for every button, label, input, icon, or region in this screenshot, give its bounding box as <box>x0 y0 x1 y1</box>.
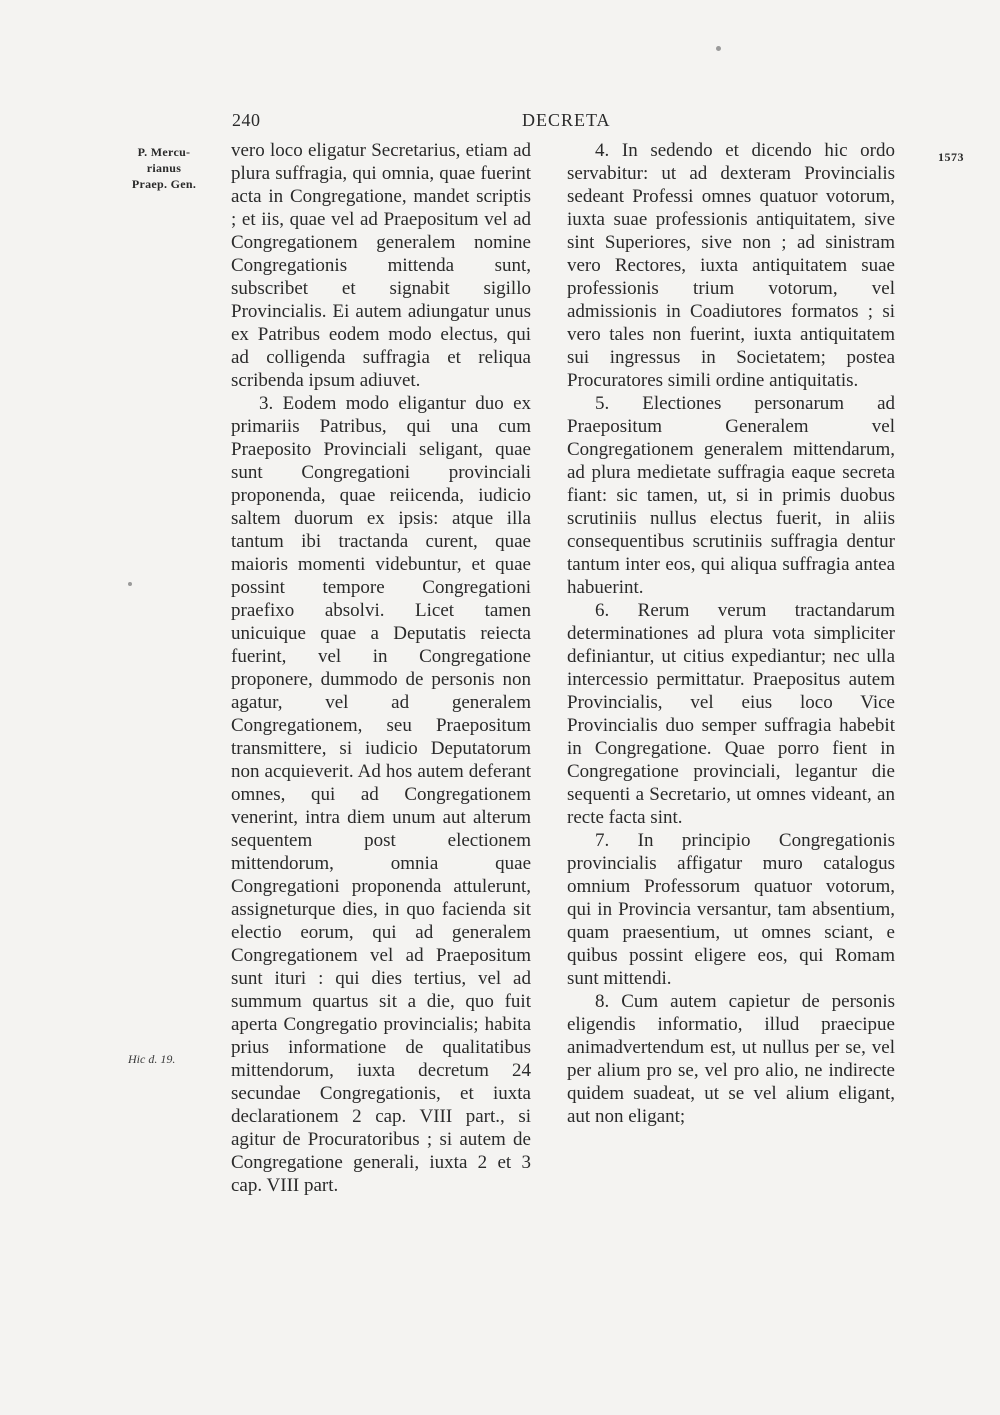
paragraph: 6. Rerum verum tractandarum determinationes ad plura vota simpliciter definiantur, ut citius expediantur; nec ulla intercessio permittatur. Praepositus autem Provincialis, vel eius loco Vice Provincialis duo semper suffragia habebit in Congregatione. Quae porro fient in Congregatione provinciali, legantur die sequenti a Secretario, ut omnes videant, an recte facta sint. <box>567 600 895 828</box>
paragraph: 8. Cum autem capietur de personis eligendis informatio, illud praecipue animadvertendum est, ut nullus per se, vel per alium pro se, vel pro alio, ne indirecte quidem suadeat, ut se vel alium eligant, aut non eligant; <box>567 991 895 1127</box>
page-number: 240 <box>232 110 261 130</box>
paragraph: 5. Electiones personarum ad Praepositum Generalem vel Congregationem generalem mittendarum, ad plura medietate suffragia eaque secreta fiant: sic tamen, ut, si in primis duobus scrutiniis nullus electus fuerit, in aliis consequentibus scrutiniis suffragia dentur tantum inter eos, qui aliqua suffragia antea habuerint. <box>567 393 895 598</box>
text-column-right <box>567 139 895 1128</box>
paragraph: 7. In principio Congregationis provincialis affigatur muro catalogus omnium Professorum quatuor votorum, qui in Provincia versantur, tam absentium, quam praesentium, ut omnes sciant, e quibus possint eligere eos, qui Romam sunt mittendi. <box>567 830 895 989</box>
margin-note-year: 1573 <box>938 150 964 164</box>
paragraph: 4. In sedendo et dicendo hic ordo servabitur: ut ad dexteram Provincialis sedeant Professi omnes quatuor votorum, iuxta suae professionis antiquitatem, sive sint Superiores, sive non ; ad sinistram vero Rectores, iuxta antiquitatem suae professionis trium votorum, vel admissionis in Coadiutores formatos ; si vero tales non fuerint, iuxta antiquitatem sui ingressus in Societatem; postea Procuratores simili ordine antiquitatis. <box>567 140 895 391</box>
paragraph: 3. Eodem modo eligantur duo ex primariis Patribus, qui una cum Praeposito Provinciali seligant, quae sunt Congregationi provinciali proponenda, quae reiicenda, iudicio saltem duorum ex ipsis: atque illa tantum ibi tractanda curent, quae maioris momenti videbuntur, et quae possint tempore Congregationi praefixo absolvi. Licet tamen unicuique quae a Deputatis reiecta fuerint, vel in Congregatione proponere, dummodo de personis non agatur, vel ad generalem Congregationem, seu Praepositum transmittere, si iudicio Deputatorum non acquieverit. Ad hos autem deferant omnes, qui ad Congregationem venerint, intra diem unum aut alterum sequentem post electionem mittendorum, omnia quae Congregationi proponenda attulerunt, assigneturque dies, in quo facienda sit electio eorum, qui ad generalem Congregationem vel ad Praepositum sunt ituri : qui dies tertius, vel ad summum quartus sit a die, quo fuit aperta Congregatio provincialis; habita prius informatione de qualitatibus mittendorum, iuxta decretum 24 secundae Congregationis, et iuxta declarationem 2 cap. VIII part., si agitur de Procuratoribus ; si autem de Congregatione generali, iuxta 2 et 3 cap. VIII part. <box>231 393 531 1196</box>
margin-note-line: Praep. Gen. <box>131 177 197 191</box>
paragraph: vero loco eligatur Secretarius, etiam ad plura suffragia, qui omnia, quae fuerint acta in Congregatione, mandet scriptis ; et iis, quae vel ad Praepositum vel ad Congregationem generalem nomine Congregationis mittenda sunt, subscribet et signabit sigillo Provincialis. Ei autem adiungatur unus ex Patribus eodem modo electus, qui ad colligenda suffragia et reliqua scribenda ipsum adiuvet. <box>231 140 531 391</box>
paper-speck <box>716 46 721 51</box>
margin-note-author <box>118 144 210 192</box>
paper-speck <box>128 582 132 586</box>
margin-note-line: rianus <box>146 161 182 175</box>
text-column-left <box>231 139 531 1197</box>
running-head: DECRETA <box>522 110 611 130</box>
margin-note-line: P. Mercu- <box>137 145 191 159</box>
margin-note-reference: Hic d. 19. <box>128 1052 176 1066</box>
